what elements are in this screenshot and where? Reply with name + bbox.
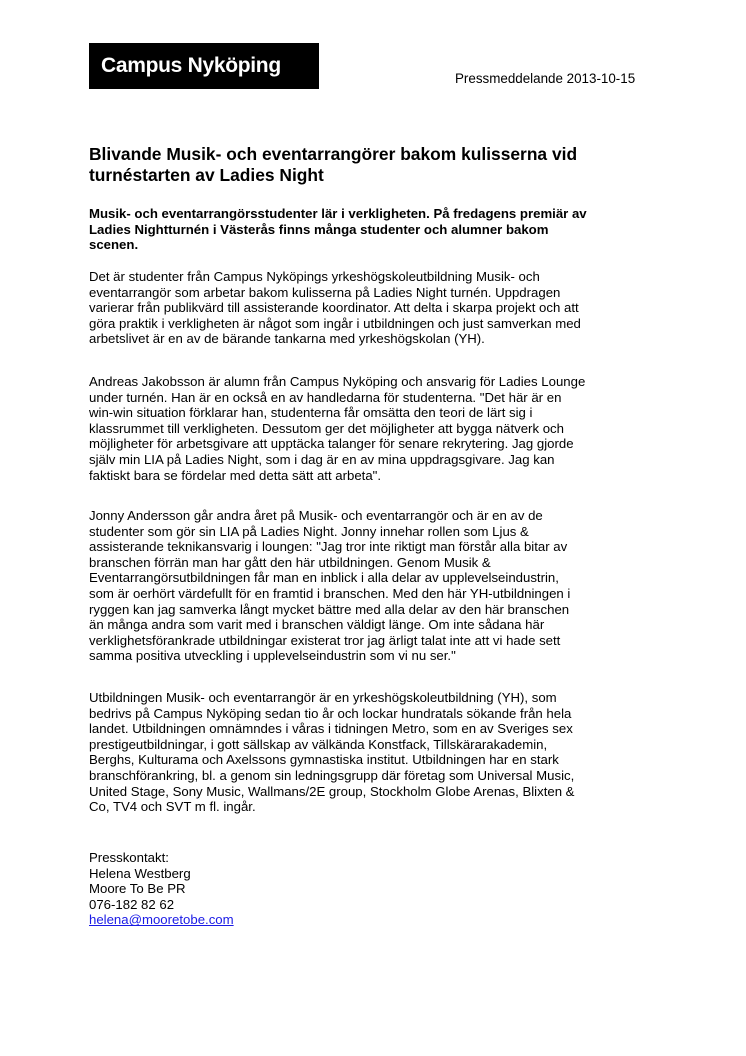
paragraph-line: själv min LIA på Ladies Night, som i dag är en av mina uppdragsgivare. Jag kan [89,451,555,467]
headline-line: Blivande Musik- och eventarrangörer bakom kulisserna vid [89,144,578,164]
paragraph-line: branschförankring, bl. a genom sin ledningsgrupp där företag som Universal Music, [89,767,575,783]
body-paragraph-3 [89,508,679,664]
paragraph-line: klassrummet till verkligheten. Dessutom ger det möjligheter att bygga nätverk och [89,420,564,436]
paragraph-line: som är oerhört värdefullt för en framtid i branschen. Med den här YH-utbildningen i [89,585,571,601]
lead-paragraph [89,206,679,253]
paragraph-line: prestigeutbildningar, i gott sällskap av välkända Konstfack, Tillskärarakademin, [89,736,548,752]
contact-label: Presskontakt: [89,850,169,865]
body-paragraph-2 [89,374,679,483]
paragraph-line: verklighetsförankrade utbildningar existerat tror jag ärligt talat inte att vi hade sett [89,632,561,648]
paragraph-line: samma positiva utveckling i upplevelseindustrin som vi nu ser." [89,648,456,664]
contact-phone: 076-182 82 62 [89,896,175,912]
paragraph-line: Eventarrangörsutbildningen får man en inblick i alla delar av upplevelseindustrin, [89,570,559,586]
contact-name: Helena Westberg [89,865,191,881]
paragraph-line: arbetslivet är en av de bärande tankarna med yrkeshögskolan (YH). [89,331,485,347]
headline-line: turnéstarten av Ladies Night [89,165,324,185]
paragraph-line: möjligheter för arbetsgivare att upptäcka talanger för senare rekrytering. Jag gjorde [89,436,574,452]
paragraph-line: under turnén. Han är en också en av handledarna för studenterna. "Det här är en [89,389,562,405]
paragraph-line: assisterande teknikansvarig i loungen: "Jag tror inte riktigt man förstår alla bitar av [89,539,568,555]
paragraph-line: varierar från publikvärd till assisterande koordinator. Att delta i skarpa projekt och att [89,300,579,316]
campus-nykoping-logo [89,43,319,89]
paragraph-line: eventarrangör som arbetar bakom kulisserna på Ladies Night turnén. Uppdragen [89,284,561,300]
logo-text: Campus Nyköping [101,54,281,77]
press-contact [89,850,234,928]
paragraph-line: göra praktik i verkligheten är något som ingår i utbildningen och just samverkan med [89,315,581,331]
paragraph-line: United Stage, Sony Music, Wallmans/2E group, Stockholm Globe Arenas, Blixten & [89,783,575,799]
contact-company: Moore To Be PR [89,881,186,897]
lead-line: Ladies Nightturnén i Västerås finns många studenter och alumner bakom [89,221,549,237]
lead-line: Musik- och eventarrangörsstudenter lär i verkligheten. På fredagens premiär av [89,206,587,221]
paragraph-line: Jonny Andersson går andra året på Musik- och eventarrangör och är en av de [89,508,543,523]
paragraph-line: branschen förrän man har gått den här utbildningen. Genom Musik & [89,554,491,570]
paragraph-line: Det är studenter från Campus Nyköpings yrkeshögskoleutbildning Musik- och [89,269,540,284]
paragraph-line: bedrivs på Campus Nyköping sedan tio år och lockar hundratals sökande från hela [89,705,572,721]
paragraph-line: än många andra som varit med i branschen väldigt länge. Om inte sådana här [89,617,545,633]
paragraph-line: studenter som gör sin LIA på Ladies Night. Jonny innehar rollen som Ljus & [89,523,529,539]
body-paragraph-1 [89,269,679,347]
page-title [89,144,689,186]
paragraph-line: Berghs, Kulturama och Axelssons gymnastiska institut. Utbildningen har en stark [89,752,559,768]
body-paragraph-4 [89,690,679,815]
lead-line: scenen. [89,237,139,253]
press-release-date: Pressmeddelande 2013-10-15 [455,71,636,86]
paragraph-line: ryggen kan jag samverka långt mycket bättre med alla delar av den här branschen [89,601,570,617]
paragraph-line: Co, TV4 och SVT m fl. ingår. [89,799,256,815]
paragraph-line: Utbildningen Musik- och eventarrangör är en yrkeshögskoleutbildning (YH), som [89,690,557,705]
paragraph-line: win-win situation förklarar han, studenterna får omsätta den teori de lärt sig i [89,405,533,421]
paragraph-line: landet. Utbildningen omnämndes i våras i tidningen Metro, som en av Sveriges sex [89,721,573,737]
paragraph-line: Andreas Jakobsson är alumn från Campus Nyköping och ansvarig för Ladies Lounge [89,374,586,389]
contact-email-link[interactable]: helena@mooretobe.com [89,912,234,928]
paragraph-line: faktiskt bara se fördelar med detta sätt att arbeta". [89,467,382,483]
